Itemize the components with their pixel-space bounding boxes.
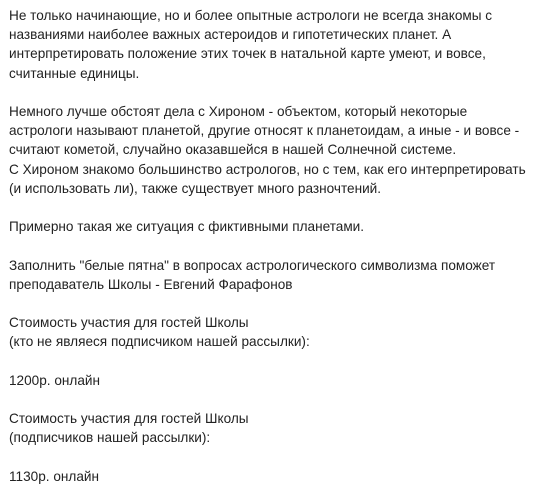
price-label-guests: Стоимость участия для гостей Школы (кто не являеся подписчиком нашей рассылки): xyxy=(9,315,310,350)
price-label-subscribers: Стоимость участия для гостей Школы (подписчиков нашей рассылки): xyxy=(9,411,249,446)
paragraph-asteroids-intro: Не только начинающие, но и более опытные астрологи не всегда знакомы с названиями наиболее важных астероидов и гипотетических планет. А интерпретировать положение этих точек в натальной карте умеют, и вовсе, считанные единицы. xyxy=(9,8,493,81)
paragraph-chiron: Немного лучше обстоят дела с Хироном - объектом, который некоторые астрологи называют планетой, другие относят к планетоидам, а иные - и вовсе - считают кометой, случайно оказавшейся в нашей Солнечной системе. С Хироном знакомо большинство астрологов, но с тем, как его интерпретировать (и использовать ли), также существует много разночтений. xyxy=(9,104,526,196)
price-subscribers-online: 1130р. онлайн xyxy=(9,468,100,484)
price-guests-online: 1200р. онлайн xyxy=(9,372,101,388)
paragraph-teacher: Заполнить "белые пятна" в вопросах астрологического символизма поможет преподаватель Школы - Евгений Фарафонов xyxy=(9,257,496,292)
post-text xyxy=(9,6,533,486)
paragraph-fictitious-planets: Примерно такая же ситуация с фиктивными планетами. xyxy=(9,219,365,235)
